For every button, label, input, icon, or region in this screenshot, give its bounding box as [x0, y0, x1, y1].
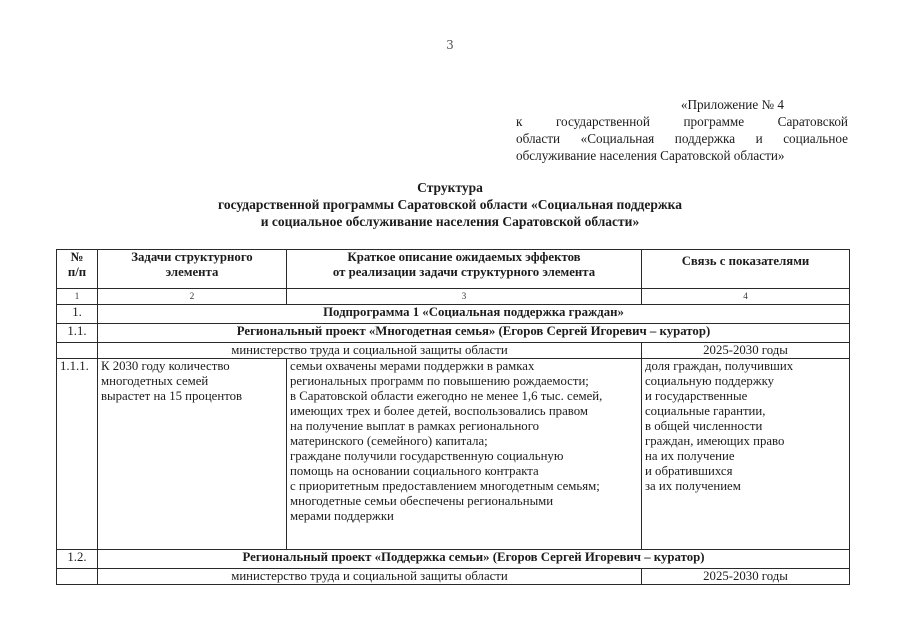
indicator-line: на их получение	[645, 449, 735, 463]
annex-line: к государственной программе Саратовской	[516, 114, 848, 129]
page-number: 3	[446, 38, 454, 52]
annex-line: «Приложение № 4	[680, 97, 784, 112]
column-number: 1	[57, 289, 98, 305]
indicator-line: социальную поддержку	[645, 374, 775, 388]
header-text: Задачи структурного	[131, 250, 253, 264]
project-period: 2025-2030 годы	[642, 343, 850, 359]
title-line: Структура	[417, 180, 483, 195]
annex-line: области «Социальная поддержка и социальное	[516, 131, 848, 146]
header-description	[287, 250, 642, 289]
header-text: Краткое описание ожидаемых эффектов	[347, 250, 581, 264]
effect-cell	[287, 359, 642, 550]
responsible-ministry: министерство труда и социальной защиты области	[98, 343, 642, 359]
header-text: п/п	[67, 265, 87, 279]
effect-line: с приоритетным предоставлением многодетным семьям;	[290, 479, 600, 493]
annex-header	[516, 96, 848, 164]
column-number: 2	[98, 289, 287, 305]
indicator-line: за их получением	[645, 479, 741, 493]
effect-line: материнского (семейного) капитала;	[290, 434, 488, 448]
indicator-line: и государственные	[645, 389, 748, 403]
responsible-ministry: министерство труда и социальной защиты области	[98, 569, 642, 585]
task-cell	[98, 359, 287, 550]
column-number: 4	[642, 289, 850, 305]
empty-cell	[57, 343, 98, 359]
column-number-row	[57, 289, 850, 305]
project-info-row	[57, 569, 850, 585]
effect-line: имеющих трех и более детей, воспользовались правом	[290, 404, 588, 418]
indicator-line: доля граждан, получивших	[645, 359, 794, 373]
effect-line: региональных программ по повышению рождаемости;	[290, 374, 589, 388]
effect-line: мерами поддержки	[290, 509, 394, 523]
project-row	[57, 550, 850, 569]
effect-line: семьи охвачены мерами поддержки в рамках	[290, 359, 535, 373]
project-info-row	[57, 343, 850, 359]
subprogram-row	[57, 305, 850, 324]
effect-line: помощь на основании социального контракта	[290, 464, 539, 478]
header-text: №	[70, 250, 84, 264]
title-line: и социальное обслуживание населения Саратовской области»	[260, 214, 640, 229]
row-number: 1.1.	[57, 324, 98, 343]
annex-line: обслуживание населения Саратовской области»	[516, 148, 785, 163]
header-task	[98, 250, 287, 289]
indicator-line: граждан, имеющих право	[645, 434, 785, 448]
effect-line: на получение выплат в рамках регионального	[290, 419, 540, 433]
structure-table	[56, 249, 850, 585]
project-row	[57, 324, 850, 343]
subprogram-title: Подпрограмма 1 «Социальная поддержка граждан»	[98, 305, 850, 324]
effect-line: в Саратовской области ежегодно не менее 1,6 тыс. семей,	[290, 389, 603, 403]
row-number: 1.	[57, 305, 98, 324]
effect-line: многодетные семьи обеспечены региональными	[290, 494, 554, 508]
task-row	[57, 359, 850, 550]
row-number: 1.2.	[57, 550, 98, 569]
indicator-line: социальные гарантии,	[645, 404, 766, 418]
document-title	[60, 179, 840, 230]
empty-cell	[57, 569, 98, 585]
table-header-row	[57, 250, 850, 289]
header-number	[57, 250, 98, 289]
indicator-line: и обратившихся	[645, 464, 733, 478]
header-text: от реализации задачи структурного элемента	[332, 265, 596, 279]
project-period: 2025-2030 годы	[642, 569, 850, 585]
title-line: государственной программы Саратовской области «Социальная поддержка	[218, 197, 682, 212]
project-title: Региональный проект «Многодетная семья» (Егоров Сергей Игоревич – куратор)	[98, 324, 850, 343]
task-line: многодетных семей	[101, 374, 209, 388]
row-number: 1.1.1.	[57, 359, 98, 550]
indicator-cell	[642, 359, 850, 550]
header-text: элемента	[165, 265, 219, 279]
project-title: Региональный проект «Поддержка семьи» (Егоров Сергей Игоревич – куратор)	[98, 550, 850, 569]
column-number: 3	[287, 289, 642, 305]
task-line: вырастет на 15 процентов	[101, 389, 243, 403]
effect-line: граждане получили государственную социальную	[290, 449, 564, 463]
indicator-line: в общей численности	[645, 419, 763, 433]
header-indicators: Связь с показателями	[642, 250, 850, 289]
task-line: К 2030 году количество	[101, 359, 230, 373]
